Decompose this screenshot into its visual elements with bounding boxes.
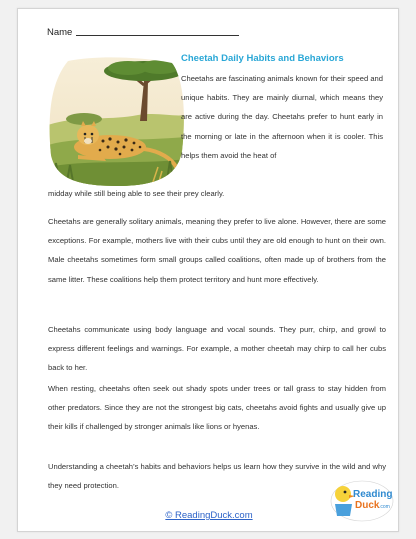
footer-link[interactable]: © ReadingDuck.com [165, 510, 253, 521]
logo-text-reading: Reading [353, 489, 393, 500]
reading-duck-logo [330, 476, 394, 522]
paragraph-4: When resting, cheetahs often seek out shady spots under trees or tall grass to stay hidden from other predators. Since they are not the strongest big cats, cheetahs avoid fights and usually give up their kills if challenged by stronger animals like lions or hyenas. [48, 384, 386, 432]
worksheet-title: Cheetah Daily Habits and Behaviors [181, 53, 344, 64]
paragraph-1: Cheetahs are fascinating animals known for their speed and unique habits. They are mainly diurnal, which means they are active during the day. Cheetahs prefer to hunt early in the morning or late in the afternoon when it is cooler. This helps them avoid the heat of [181, 74, 383, 160]
paragraph-5: Understanding a cheetah’s habits and behaviors helps us learn how they survive in the wild and why they need protection. [48, 462, 386, 491]
worksheet-page [17, 8, 399, 532]
duck-icon [335, 486, 351, 502]
name-label: Name [47, 27, 73, 38]
paragraph-1-continued: midday while still being able to see their prey clearly. [48, 189, 225, 198]
logo-text-com: .com [379, 504, 390, 510]
name-field [47, 27, 239, 38]
name-blank-line[interactable] [76, 35, 239, 36]
cheetah-illustration [48, 55, 186, 187]
paragraph-3: Cheetahs communicate using body language and vocal sounds. They purr, chirp, and growl to express different feelings and warnings. For example, a mother cheetah may chirp to call her cubs back to her. [48, 325, 386, 373]
logo-text-duck: Duck [355, 500, 380, 511]
paragraph-2: Cheetahs are generally solitary animals, meaning they prefer to live alone. However, there are some exceptions. For example, mothers live with their cubs until they are old enough to hunt on their own. Male cheetahs sometimes form small groups called coalitions, often made up of brothers from the same litter. These coalitions help them protect territory and hunt more effectively. [48, 217, 386, 284]
